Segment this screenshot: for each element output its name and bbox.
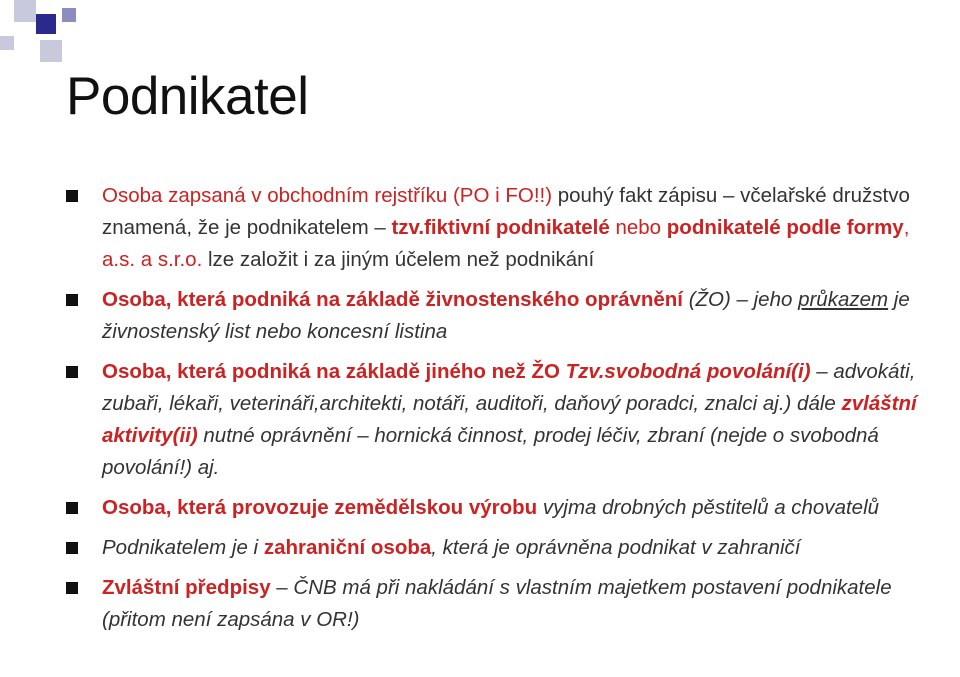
decor-square — [36, 14, 56, 34]
square-bullet-icon — [66, 582, 78, 594]
bullet-2-part-2: – advokáti, zubaři, lékaři, veterináři,architekti, notáři, auditoři, daňový poradci, znalci aj.) dále — [102, 360, 916, 415]
bullet-2-part-3: zvláštní aktivity(ii) — [102, 392, 917, 447]
list-item — [64, 532, 944, 564]
bullet-1-part-2: průkazem — [798, 288, 889, 311]
bullet-4-part-2: , která je oprávněna podnikat v zahraničí — [431, 536, 801, 559]
bullet-0-part-2: pouhý fakt zápisu – včelařské družstvo znamená, že je podnikatelem – — [102, 184, 910, 239]
list-item — [64, 284, 944, 348]
bullet-1-part-1: (ŽO) – jeho — [683, 288, 799, 311]
square-bullet-icon — [66, 502, 78, 514]
decor-square — [40, 40, 62, 62]
bullet-1-part-0: Osoba, která podniká na základě živnostenského oprávnění — [102, 288, 684, 311]
bullet-5-part-2: ČNB má při nakládání s vlastním majetkem postavení podnikatele (přitom není zapsána v OR!) — [102, 576, 892, 631]
decor-square — [62, 8, 76, 22]
list-item — [64, 572, 944, 636]
bullet-0-part-3: tzv.fiktivní podnikatelé — [391, 216, 610, 239]
bullet-1-part-3: je živnostenský list nebo koncesní listina — [102, 288, 910, 343]
bullet-0-part-4: nebo — [609, 216, 667, 239]
bullet-4-part-1: zahraniční osoba — [263, 536, 432, 559]
corner-decoration — [0, 0, 100, 70]
square-bullet-icon — [66, 542, 78, 554]
bullet-4-part-0: Podnikatelem je i — [102, 536, 264, 559]
bullet-3-part-1: vyjma drobných pěstitelů a chovatelů — [537, 496, 880, 519]
bullet-5-part-1: – — [270, 576, 294, 599]
list-item — [64, 356, 944, 484]
bullet-3-part-0: Osoba, která provozuje zemědělskou výrobu — [102, 496, 538, 519]
square-bullet-icon — [66, 190, 78, 202]
bullet-0-part-7: lze založit i za jiným účelem než podnikání — [202, 248, 595, 271]
bullet-2-part-0: Osoba, která podniká na základě jiného než ŽO — [102, 360, 566, 383]
square-bullet-icon — [66, 294, 78, 306]
bullet-2-part-1: Tzv.svobodná povolání(i) — [565, 360, 811, 383]
list-item — [64, 180, 944, 276]
decor-square — [14, 0, 36, 22]
square-bullet-icon — [66, 366, 78, 378]
bullet-list — [64, 180, 944, 637]
bullet-0-part-6: , a.s. a s.r.o. — [102, 216, 910, 271]
page-title: Podnikatel — [66, 67, 309, 126]
bullet-2-part-4: nutné oprávnění – hornická činnost, prodej léčiv, zbraní (nejde o svobodná povolání!) aj. — [102, 424, 879, 479]
bullet-5-part-0: Zvláštní předpisy — [102, 576, 271, 599]
bullet-0-part-5: podnikatelé podle formy — [666, 216, 904, 239]
list-item — [64, 492, 944, 524]
decor-square — [0, 36, 14, 50]
bullet-0-part-0: Osoba zapsaná v obchodním rejstříku — [102, 184, 448, 207]
bullet-0-part-1: (PO i FO!!) — [447, 184, 558, 207]
